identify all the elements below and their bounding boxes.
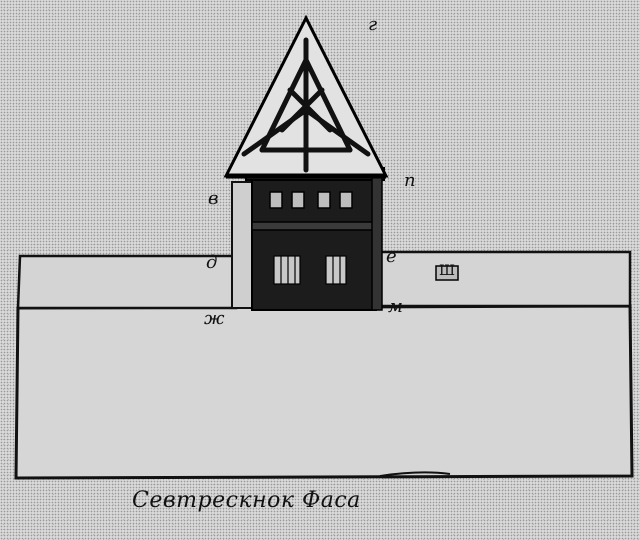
wall-lower [16,306,632,478]
wall-window-glyph: Ш [439,263,455,279]
letter-upper-right: п [404,170,416,191]
wall-parapet-right [378,252,630,306]
tower-column-right [372,176,382,310]
letter-mid-left: д [206,252,218,273]
window-upper-1 [270,192,282,208]
letter-upper-left: в [208,188,219,209]
tower-pilaster-left [232,182,254,308]
window-upper-3 [318,192,330,208]
letter-low-right: м [388,296,403,317]
letter-low-left: ж [204,308,225,329]
letter-mid-right: е [386,246,397,267]
letter-spire-top: г [368,14,378,35]
wall-parapet-left [18,252,236,308]
window-lower-1 [274,256,300,284]
drawing-caption: Севтрескнок Фаса [132,488,361,513]
tower-cornice [252,222,376,230]
window-upper-2 [292,192,304,208]
window-upper-4 [340,192,352,208]
window-lower-2 [326,256,346,284]
